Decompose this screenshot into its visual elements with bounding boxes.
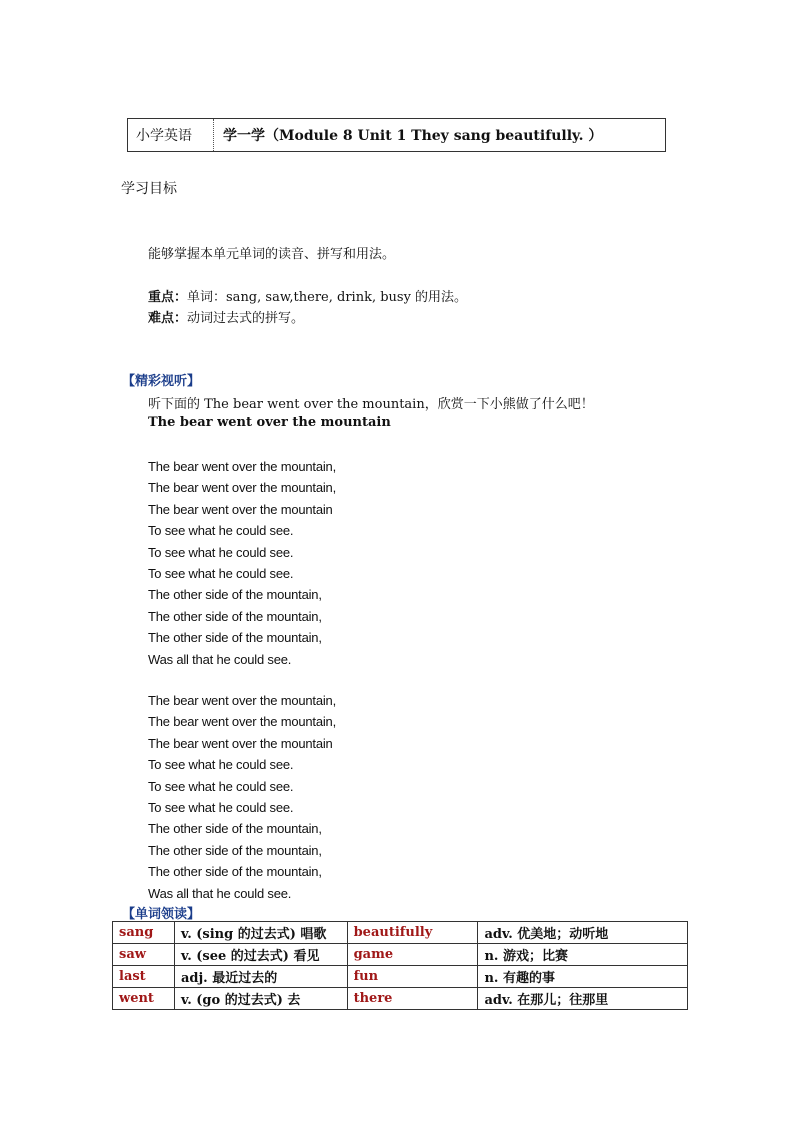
- lesson-header: [127, 118, 666, 152]
- lyrics-verse-2: [148, 690, 548, 904]
- song-title: The bear went over the mountain: [148, 415, 391, 430]
- lyric-line: To see what he could see.: [148, 778, 294, 794]
- vocab-meaning: v. (see 的过去式) 看见: [174, 944, 347, 966]
- listening-intro: 听下面的 The bear went over the mountain，欣赏一下小熊做了什么吧！: [148, 397, 594, 412]
- vocab-word: sang: [113, 922, 175, 944]
- difficult-point: [148, 307, 304, 326]
- lesson-title: 学一学（Module 8 Unit 1 They sang beautifully. ）: [223, 128, 603, 144]
- table-row: [113, 988, 688, 1010]
- vocab-word: went: [113, 988, 175, 1010]
- lyric-line: The bear went over the mountain,: [148, 714, 336, 730]
- lyric-line: Was all that he could see.: [148, 885, 292, 901]
- lyric-line: The bear went over the mountain,: [148, 693, 336, 708]
- lyric-line: The other side of the mountain,: [148, 842, 322, 858]
- key-point-label: 重点：: [148, 290, 188, 305]
- subject-label: 小学英语: [128, 119, 214, 151]
- listening-heading: 【精彩视听】: [122, 374, 201, 389]
- vocabulary-heading: 【单词领读】: [122, 907, 201, 922]
- lyric-line: The other side of the mountain,: [148, 630, 322, 646]
- vocab-word: saw: [113, 944, 175, 966]
- vocab-meaning: adv. 优美地；动听地: [478, 922, 688, 944]
- lyric-line: To see what he could see.: [148, 544, 294, 560]
- vocab-meaning: adj. 最近过去的: [174, 966, 347, 988]
- lyric-line: Was all that he could see.: [148, 651, 292, 667]
- vocab-word: last: [113, 966, 175, 988]
- vocab-word: there: [347, 988, 478, 1010]
- lyric-line: The bear went over the mountain,: [148, 459, 336, 474]
- vocab-word: beautifully: [347, 922, 478, 944]
- lyric-line: The bear went over the mountain,: [148, 480, 336, 496]
- lyric-line: To see what he could see.: [148, 799, 294, 815]
- lyric-line: The other side of the mountain,: [148, 864, 322, 880]
- vocab-meaning: adv. 在那儿；往那里: [478, 988, 688, 1010]
- vocab-meaning: n. 有趣的事: [478, 966, 688, 988]
- vocab-word: game: [347, 944, 478, 966]
- objectives-heading: 学习目标: [121, 181, 177, 197]
- vocabulary-table: [112, 921, 688, 1010]
- lyric-line: To see what he could see.: [148, 523, 294, 539]
- vocab-meaning: n. 游戏；比赛: [478, 944, 688, 966]
- lyric-line: To see what he could see.: [148, 565, 294, 581]
- difficult-point-label: 难点：: [148, 311, 188, 326]
- lyrics-verse-1: [148, 456, 548, 670]
- vocab-meaning: v. (go 的过去式) 去: [174, 988, 347, 1010]
- lyric-line: The other side of the mountain,: [148, 608, 322, 624]
- table-row: [113, 922, 688, 944]
- vocab-meaning: v. (sing 的过去式) 唱歌: [174, 922, 347, 944]
- lyric-line: The other side of the mountain,: [148, 587, 322, 603]
- objective-text: 能够掌握本单元单词的读音、拼写和用法。: [148, 247, 396, 262]
- key-point-text: 单词：sang, saw,there, drink, busy 的用法。: [187, 290, 468, 305]
- lyric-line: To see what he could see.: [148, 757, 294, 773]
- lyric-line: The bear went over the mountain: [148, 735, 333, 751]
- difficult-point-text: 动词过去式的拼写。: [187, 311, 305, 326]
- lyric-line: The other side of the mountain,: [148, 821, 322, 837]
- lyric-line: The bear went over the mountain: [148, 501, 333, 517]
- table-row: [113, 966, 688, 988]
- vocab-word: fun: [347, 966, 478, 988]
- key-point: [148, 286, 467, 305]
- table-row: [113, 944, 688, 966]
